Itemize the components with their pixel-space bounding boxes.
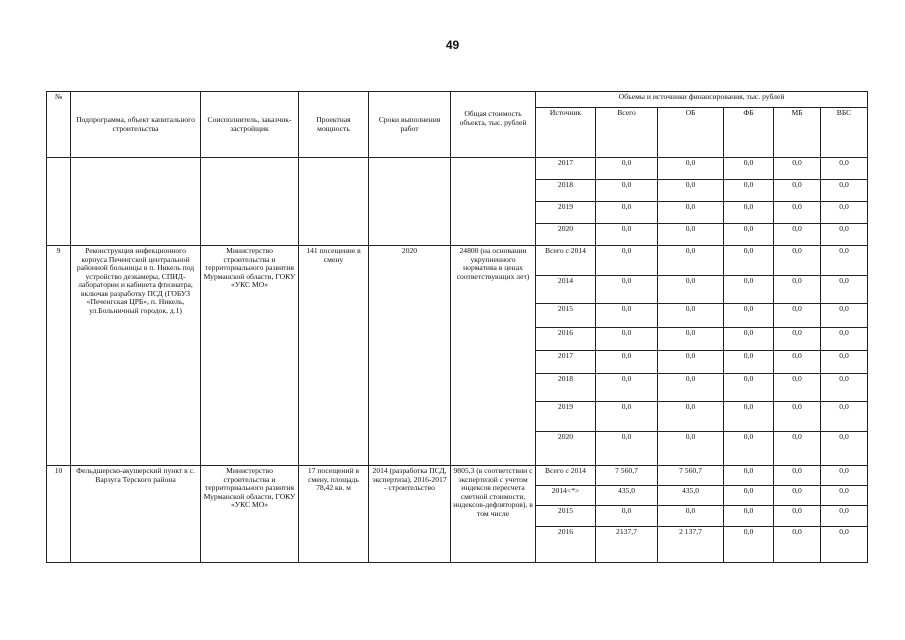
vbs-cell: 0,0: [821, 432, 868, 466]
financing-table: [46, 91, 868, 563]
fb-cell: 0,0: [724, 224, 774, 246]
ob-cell: 0,0: [658, 351, 724, 374]
ob-cell: 0,0: [658, 506, 724, 527]
header-fb: ФБ: [724, 108, 774, 158]
ob-cell: 0,0: [658, 328, 724, 351]
vbs-cell: 0,0: [821, 224, 868, 246]
ob-cell: 0,0: [658, 276, 724, 304]
fb-cell: 0,0: [724, 486, 774, 506]
fb-cell: 0,0: [724, 432, 774, 466]
fb-cell: 0,0: [724, 304, 774, 328]
source-cell: Всего с 2014: [536, 246, 596, 276]
header-source: Источник: [536, 108, 596, 158]
ob-cell: 7 560,7: [658, 466, 724, 486]
source-cell: 2015: [536, 304, 596, 328]
vbs-cell: 0,0: [821, 180, 868, 202]
source-cell: 2020: [536, 432, 596, 466]
fb-cell: 0,0: [724, 374, 774, 402]
fb-cell: 0,0: [724, 466, 774, 486]
fb-cell: 0,0: [724, 351, 774, 374]
header-total: Всего: [596, 108, 658, 158]
fb-cell: 0,0: [724, 506, 774, 527]
mb-cell: 0,0: [774, 486, 821, 506]
empty-cell: [47, 158, 71, 246]
mb-cell: 0,0: [774, 224, 821, 246]
table-row: [47, 466, 868, 486]
ob-cell: 0,0: [658, 246, 724, 276]
capacity-cell: 17 посещений в смену, площадь 78,42 кв. м: [299, 466, 369, 563]
empty-cell: [201, 158, 299, 246]
source-cell: 2020: [536, 224, 596, 246]
total-cell: 0,0: [596, 374, 658, 402]
mb-cell: 0,0: [774, 351, 821, 374]
executor-cell: Министерство строительства и территориального развития Мурманской области, ГОКУ «УКС МО»: [201, 466, 299, 563]
ob-cell: 0,0: [658, 224, 724, 246]
fb-cell: 0,0: [724, 527, 774, 563]
empty-cell: [71, 158, 201, 246]
header-num: №: [47, 92, 71, 158]
empty-cell: [299, 158, 369, 246]
total-cell: 0,0: [596, 328, 658, 351]
vbs-cell: 0,0: [821, 351, 868, 374]
fb-cell: 0,0: [724, 402, 774, 432]
total-cell: 0,0: [596, 180, 658, 202]
total-cell: 435,0: [596, 486, 658, 506]
table-row: [47, 158, 868, 180]
row-number: 10: [47, 466, 71, 563]
source-cell: 2017: [536, 158, 596, 180]
source-cell: 2018: [536, 180, 596, 202]
header-ob: ОБ: [658, 108, 724, 158]
mb-cell: 0,0: [774, 304, 821, 328]
ob-cell: 0,0: [658, 432, 724, 466]
total-cell: 0,0: [596, 224, 658, 246]
vbs-cell: 0,0: [821, 506, 868, 527]
header-subprogram: Подпрограмма, объект капитального строительства: [71, 92, 201, 158]
capacity-cell: 141 посещение в смену: [299, 246, 369, 466]
fb-cell: 0,0: [724, 246, 774, 276]
source-cell: 2016: [536, 328, 596, 351]
total-cell: 2137,7: [596, 527, 658, 563]
empty-cell: [451, 158, 536, 246]
vbs-cell: 0,0: [821, 466, 868, 486]
total-cell: 0,0: [596, 304, 658, 328]
mb-cell: 0,0: [774, 506, 821, 527]
mb-cell: 0,0: [774, 328, 821, 351]
header-terms: Сроки выполнения работ: [369, 92, 451, 158]
mb-cell: 0,0: [774, 374, 821, 402]
total-cell: 0,0: [596, 246, 658, 276]
source-cell: Всего с 2014: [536, 466, 596, 486]
ob-cell: 0,0: [658, 180, 724, 202]
vbs-cell: 0,0: [821, 246, 868, 276]
header-vbs: ВБС: [821, 108, 868, 158]
total-cell: 0,0: [596, 351, 658, 374]
object-name: Реконструкция инфекционного корпуса Печенгской центральной районной больницы в п. Никель под устройство дезкамеры, СПИД-лаборатории и кабинета фтизиатра, включая разработку ПСД (ГОБУЗ «Печенгская ЦРБ», п. Никель, ул.Больничный городок, д.1): [71, 246, 201, 466]
fb-cell: 0,0: [724, 180, 774, 202]
vbs-cell: 0,0: [821, 402, 868, 432]
header-cost: Общая стоимость объекта, тыс. рублей: [451, 92, 536, 158]
object-name: Фельдшерско-акушерский пункт в с. Варзуга Терского района: [71, 466, 201, 563]
cost-cell: 24800 (на основании укрупненного норматива в ценах соответствующих лет): [451, 246, 536, 466]
ob-cell: 0,0: [658, 158, 724, 180]
total-cell: 0,0: [596, 506, 658, 527]
vbs-cell: 0,0: [821, 276, 868, 304]
mb-cell: 0,0: [774, 158, 821, 180]
header-financing: Объемы и источники финансирования, тыс. рублей: [536, 92, 868, 108]
cost-cell: 9805,3 (в соответствии с экспертизой с учетом индексов пересчета сметной стоимости, индексов-дефляторов), в том числе: [451, 466, 536, 563]
header-capacity: Проектная мощность: [299, 92, 369, 158]
total-cell: 0,0: [596, 158, 658, 180]
total-cell: 0,0: [596, 202, 658, 224]
total-cell: 0,0: [596, 402, 658, 432]
fb-cell: 0,0: [724, 276, 774, 304]
fb-cell: 0,0: [724, 158, 774, 180]
source-cell: 2015: [536, 506, 596, 527]
source-cell: 2014<*>: [536, 486, 596, 506]
mb-cell: 0,0: [774, 402, 821, 432]
header-mb: МБ: [774, 108, 821, 158]
terms-cell: 2020: [369, 246, 451, 466]
mb-cell: 0,0: [774, 466, 821, 486]
ob-cell: 0,0: [658, 202, 724, 224]
source-cell: 2019: [536, 402, 596, 432]
vbs-cell: 0,0: [821, 202, 868, 224]
ob-cell: 2 137,7: [658, 527, 724, 563]
source-cell: 2019: [536, 202, 596, 224]
vbs-cell: 0,0: [821, 374, 868, 402]
terms-cell: 2014 (разработка ПСД, экспертиза), 2016-2017 - строительство: [369, 466, 451, 563]
mb-cell: 0,0: [774, 246, 821, 276]
ob-cell: 0,0: [658, 374, 724, 402]
vbs-cell: 0,0: [821, 304, 868, 328]
ob-cell: 0,0: [658, 402, 724, 432]
vbs-cell: 0,0: [821, 486, 868, 506]
fb-cell: 0,0: [724, 328, 774, 351]
source-cell: 2016: [536, 527, 596, 563]
vbs-cell: 0,0: [821, 158, 868, 180]
mb-cell: 0,0: [774, 432, 821, 466]
vbs-cell: 0,0: [821, 328, 868, 351]
header-executor: Соисполнитель, заказчик-застройщик: [201, 92, 299, 158]
mb-cell: 0,0: [774, 527, 821, 563]
executor-cell: Министерство строительства и территориального развития Мурманской области, ГОКУ «УКС МО»: [201, 246, 299, 466]
mb-cell: 0,0: [774, 202, 821, 224]
ob-cell: 435,0: [658, 486, 724, 506]
page-number: 49: [445, 38, 460, 52]
vbs-cell: 0,0: [821, 527, 868, 563]
fb-cell: 0,0: [724, 202, 774, 224]
total-cell: 7 560,7: [596, 466, 658, 486]
mb-cell: 0,0: [774, 180, 821, 202]
row-number: 9: [47, 246, 71, 466]
total-cell: 0,0: [596, 432, 658, 466]
source-cell: 2017: [536, 351, 596, 374]
empty-cell: [369, 158, 451, 246]
source-cell: 2014: [536, 276, 596, 304]
table-row: [47, 246, 868, 276]
mb-cell: 0,0: [774, 276, 821, 304]
ob-cell: 0,0: [658, 304, 724, 328]
source-cell: 2018: [536, 374, 596, 402]
total-cell: 0,0: [596, 276, 658, 304]
